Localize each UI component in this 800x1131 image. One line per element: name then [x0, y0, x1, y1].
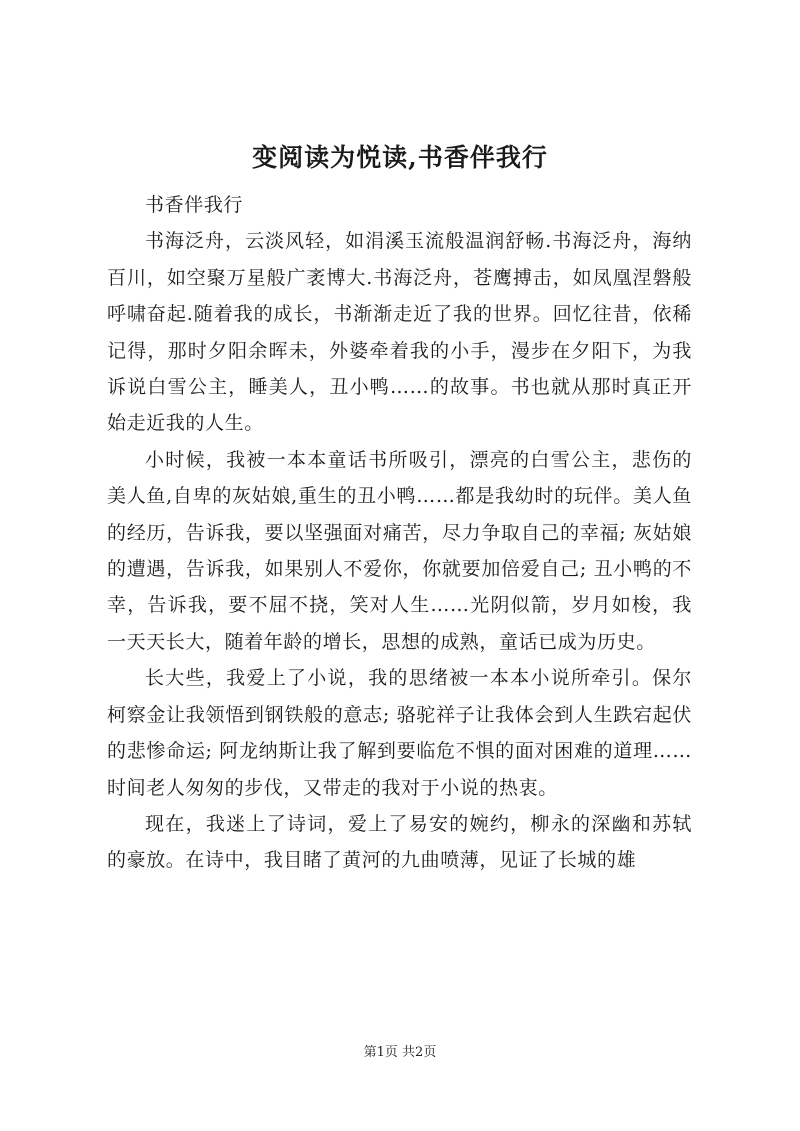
paragraph: 书海泛舟，云淡风轻，如涓溪玉流般温润舒畅.书海泛舟，海纳百川，如空聚万星般广袤博大.书海泛舟，苍鹰搏击，如凤凰涅磐般呼啸奋起.随着我的成长，书渐渐走近了我的世界。回忆往昔，依稀记得，那时夕阳余晖未，外婆牵着我的小手，漫步在夕阳下，为我诉说白雪公主，睡美人，丑小鸭……的故事。书也就从那时真正开始走近我的人生。: [107, 230, 692, 435]
document-body: [107, 187, 692, 879]
page-footer: 第1页 共2页: [363, 1045, 437, 1060]
paragraph-subtitle: 书香伴我行: [145, 194, 244, 216]
paragraph: 小时候，我被一本本童话书所吸引，漂亮的白雪公主，悲伤的美人鱼,自卑的灰姑娘,重生的丑小鸭……都是我幼时的玩伴。美人鱼的经历，告诉我，要以坚强面对痛苦，尽力争取自己的幸福; 灰姑娘的遭遇，告诉我，如果别人不爱你，你就要加倍爱自己; 丑小鸭的不幸，告诉我，要不屈不挠，笑对人生……光阴似箭，岁月如梭，我一天天长大，随着年龄的增长，思想的成熟，童话已成为历史。: [107, 448, 692, 653]
paragraph: 长大些，我爱上了小说，我的思绪被一本本小说所牵引。保尔柯察金让我领悟到钢铁般的意志; 骆驼祥子让我体会到人生跌宕起伏的悲惨命运; 阿龙纳斯让我了解到要临危不惧的面对困难的道理……时间老人匆匆的步伐，又带走的我对于小说的热衷。: [107, 667, 692, 799]
paragraph: 现在，我迷上了诗词，爱上了易安的婉约，柳永的深幽和苏轼的豪放。在诗中，我目睹了黄河的九曲喷薄，见证了长城的雄: [107, 812, 692, 872]
document-title: 变阅读为悦读,书香伴我行: [252, 143, 548, 172]
